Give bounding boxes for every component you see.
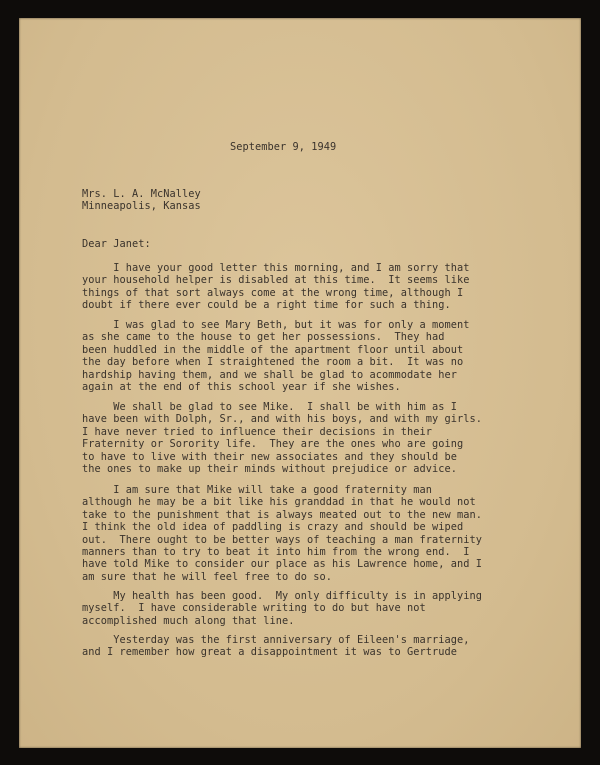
paragraph-line: your household helper is disabled at this time. It seems like xyxy=(82,274,470,287)
paragraph-line: as she came to the house to get her possessions. They had xyxy=(82,331,445,344)
paragraph-line: accomplished much along that line. xyxy=(82,614,295,627)
paragraph-line: I think the old idea of paddling is crazy and should be wiped xyxy=(82,521,464,534)
recipient-city: Minneapolis, Kansas xyxy=(82,200,201,213)
letter-date: September 9, 1949 xyxy=(230,141,337,153)
paragraph-line: I am sure that Mike will take a good fraternity man xyxy=(82,484,432,496)
paragraph-line: been huddled in the middle of the apartment floor until about xyxy=(82,343,464,356)
paragraph-line: doubt if there ever could be a right time for such a thing. xyxy=(82,299,451,312)
paragraph-line: although he may be a bit like his granddad in that he would not xyxy=(82,496,476,509)
paragraph-line: to have to live with their new associates and they should be xyxy=(82,450,457,463)
paragraph-line: hardship having them, and we shall be glad to acommodate her xyxy=(82,368,457,381)
paragraph-line: things of that sort always come at the wrong time, although I xyxy=(82,286,464,299)
paragraph-1 xyxy=(82,262,469,312)
paragraph-line: the ones to make up their minds without prejudice or advice. xyxy=(82,463,457,476)
paragraph-line: myself. I have considerable writing to do but have not xyxy=(82,602,426,615)
paragraph-line: We shall be glad to see Mike. I shall be with him as I xyxy=(82,401,457,413)
paragraph-4 xyxy=(82,484,482,583)
paragraph-3 xyxy=(82,401,482,475)
paragraph-line: the day before when I straightened the room a bit. It was no xyxy=(82,356,464,369)
paragraph-line: I was glad to see Mary Beth, but it was for only a moment xyxy=(82,319,470,331)
paragraph-line: Fraternity or Sorority life. They are the ones who are going xyxy=(82,438,464,451)
paragraph-line: Yesterday was the first anniversary of Eileen's marriage, xyxy=(82,634,470,646)
paragraph-line: am sure that he will feel free to do so. xyxy=(82,570,332,583)
paragraph-line: I have your good letter this morning, and I am sorry that xyxy=(82,262,470,274)
paragraph-line: and I remember how great a disappointment it was to Gertrude xyxy=(82,646,457,659)
recipient-address xyxy=(82,188,201,213)
paragraph-line: have told Mike to consider our place as his Lawrence home, and I xyxy=(82,558,482,571)
paragraph-line: out. There ought to be better ways of teaching a man fraternity xyxy=(82,533,482,546)
paragraph-line: I have never tried to influence their decisions in their xyxy=(82,425,432,438)
salutation: Dear Janet: xyxy=(82,238,151,250)
recipient-name: Mrs. L. A. McNalley xyxy=(82,188,201,200)
paragraph-line: have been with Dolph, Sr., and with his boys, and with my girls. xyxy=(82,413,482,426)
paragraph-5 xyxy=(82,590,482,627)
paragraph-6 xyxy=(82,634,469,659)
paragraph-line: take to the punishment that is always meated out to the new man. xyxy=(82,508,482,521)
paragraph-line: manners than to try to beat it into him from the wrong end. I xyxy=(82,546,470,559)
paragraph-2 xyxy=(82,319,469,393)
paragraph-line: again at the end of this school year if she wishes. xyxy=(82,381,401,394)
paragraph-line: My health has been good. My only difficulty is in applying xyxy=(82,590,482,602)
